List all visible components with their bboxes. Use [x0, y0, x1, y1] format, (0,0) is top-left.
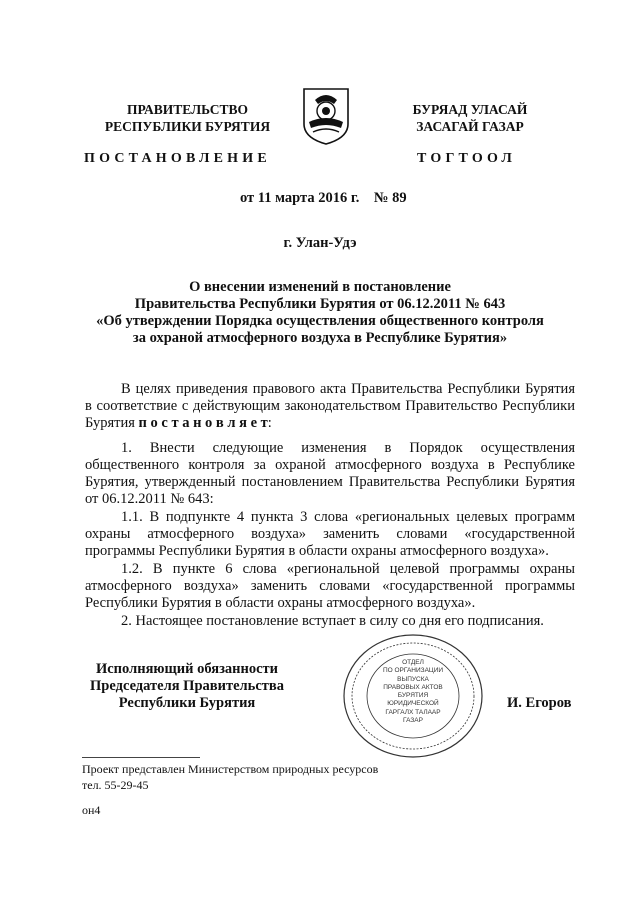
stamp-line: ПО ОРГАНИЗАЦИИ [382, 667, 444, 675]
issuer-ru-line1: ПРАВИТЕЛЬСТВО [126, 102, 248, 117]
doctype-bua: ТОГТООЛ [417, 151, 517, 166]
preamble [85, 381, 575, 432]
item-1-1: 1.1. В подпункте 4 пункта 3 слова «региональных целевых программ охраны атмосферного воздуха» заменить словами «государственной программы Республики Бурятия в области охраны атмосферного воздуха». [85, 509, 575, 559]
item-1: 1. Внести следующие изменения в Порядок осуществления общественного контроля за охраной атмосферного воздуха в Республике Бурятия, утвержденный постановлением Правительства Республики Бурятия от 06.12.2011 № 643: [85, 440, 575, 507]
footnote-divider [82, 757, 200, 758]
signatory-title [82, 661, 292, 712]
stamp-line: ВЫПУСКА [397, 675, 429, 683]
document-title [0, 279, 640, 347]
signatory-line1: Исполняющий обязанности [95, 661, 279, 677]
title-line1: О внесении изменений в постановление [189, 279, 451, 295]
issuer-bua-line2: ЗАСАГАЙ ГАЗАР [416, 119, 524, 134]
title-line4: за охраной атмосферного воздуха в Республике Бурятия» [132, 330, 508, 346]
item-1-2: 1.2. В пункте 6 слова «региональной целевой программы охраны атмосферного воздуха» заменить словами «государственной программы Республики Бурятия в области охраны атмосферного воздуха». [85, 561, 575, 611]
decree-colon: : [267, 415, 272, 431]
stamp-line: БУРЯТИЯ [397, 692, 429, 700]
stamp-line: ГАРГАЛХ ТАЛААР [385, 708, 441, 716]
issuer-ru [100, 101, 275, 135]
signatory-line2: Председателя Правительства [90, 678, 284, 694]
phone: тел. 55-29-45 [82, 778, 149, 792]
issuer-ru-line2: РЕСПУБЛИКИ БУРЯТИЯ [104, 119, 271, 134]
title-line2: Правительства Республики Бурятия от 06.12.2011 № 643 [134, 296, 506, 312]
signatory-name: И. Егоров [507, 695, 572, 711]
stamp-inner-text [367, 659, 459, 725]
title-line3: «Об утверждении Порядка осуществления общественного контроля [96, 313, 544, 329]
item-2: 2. Настоящее постановление вступает в силу со дня его подписания. [121, 613, 544, 629]
project-note: Проект представлен Министерством природных ресурсов [82, 762, 379, 776]
doctype-ru: ПОСТАНОВЛЕНИЕ [84, 151, 271, 166]
document-code: он4 [82, 803, 101, 817]
date-number-line: от 11 марта 2016 г. № 89 [240, 190, 407, 206]
coat-of-arms-icon [301, 86, 351, 146]
place: г. Улан-Удэ [283, 235, 357, 251]
stamp-line: ЮРИДИЧЕСКОЙ [387, 700, 439, 708]
decree-word: п о с т а н о в л я е т [138, 415, 268, 431]
preamble-text: В целях приведения правового акта Правительства Республики Бурятия в соответствие с действующим законодательством Правительство Республики Бурятия [85, 381, 575, 431]
stamp-line: ПРАВОВЫХ АКТОВ [383, 683, 443, 691]
stamp-line: ОТДЕЛ [402, 659, 424, 666]
issuer-bua-line1: БУРЯАД УЛАСАЙ [412, 102, 528, 117]
official-stamp [342, 633, 484, 759]
signatory-line3: Республики Бурятия [118, 695, 256, 711]
stamp-line: ГАЗАР [403, 717, 423, 725]
issuer-bua [390, 101, 550, 135]
